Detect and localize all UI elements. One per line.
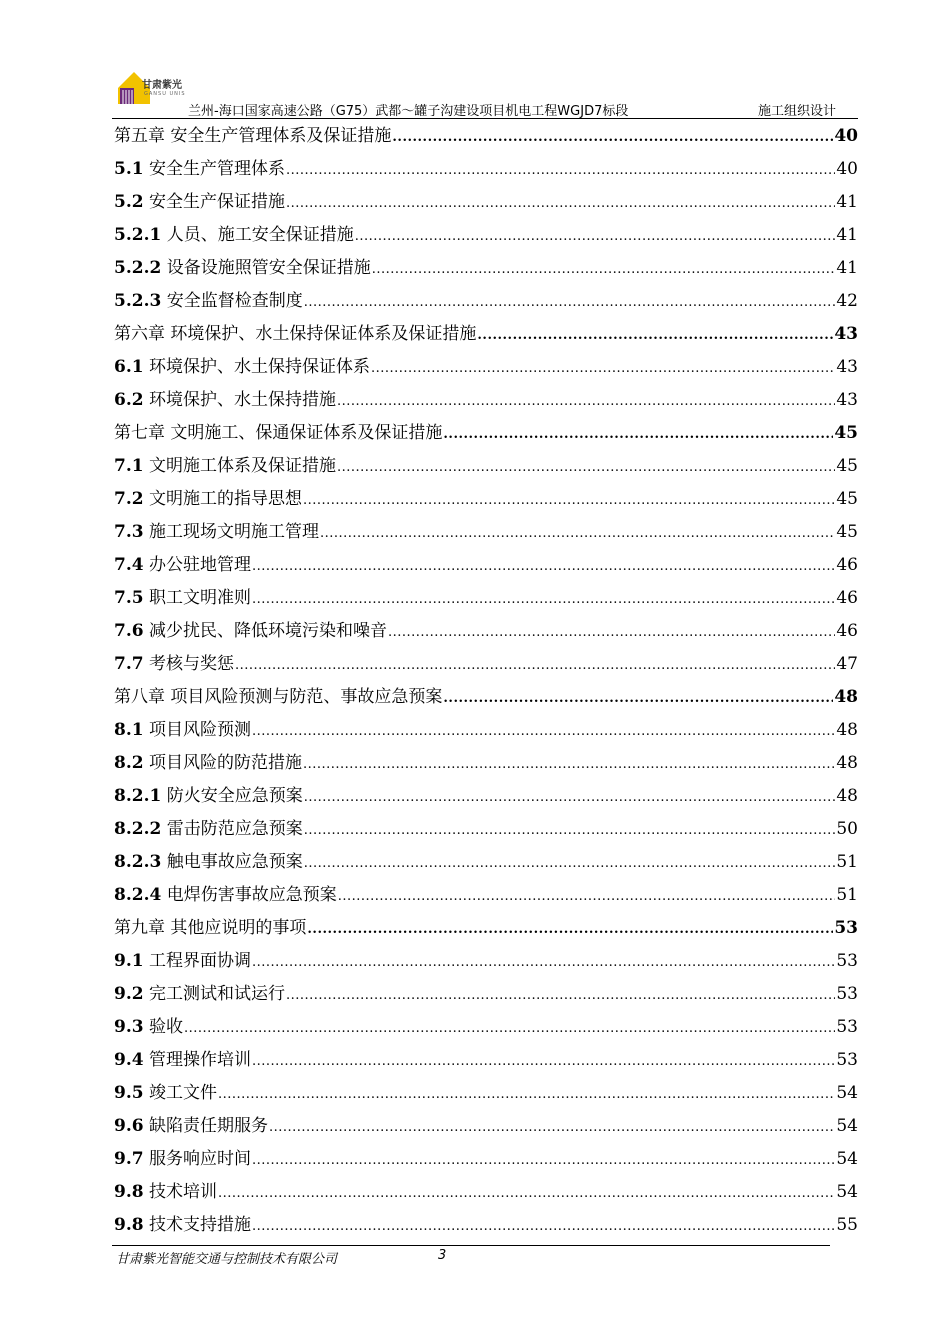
toc-entry[interactable] bbox=[114, 1209, 858, 1242]
footer-divider bbox=[112, 1245, 830, 1246]
toc-entry-text: 管理操作培训 bbox=[148, 1050, 251, 1070]
toc-dot-leader bbox=[304, 814, 836, 847]
toc-entry[interactable] bbox=[114, 978, 858, 1011]
toc-entry-number: 5.2 bbox=[114, 192, 144, 212]
toc-page-number: 48 bbox=[836, 720, 858, 740]
toc-entry-text: 办公驻地管理 bbox=[148, 555, 251, 575]
toc-entry[interactable] bbox=[114, 582, 858, 615]
toc-entry[interactable] bbox=[114, 780, 858, 813]
toc-entry-title bbox=[114, 318, 476, 351]
toc-dot-leader bbox=[338, 880, 836, 913]
toc-entry-number: 9.4 bbox=[114, 1050, 144, 1070]
toc-entry-text: 设备设施照管安全保证措施 bbox=[166, 258, 371, 278]
toc-entry-text: 减少扰民、降低环境污染和噪音 bbox=[148, 621, 387, 641]
toc-page-number: 53 bbox=[836, 951, 858, 971]
toc-entry-number: 7.6 bbox=[114, 621, 144, 641]
toc-page-number: 53 bbox=[836, 1017, 858, 1037]
toc-dot-leader bbox=[304, 847, 836, 880]
logo-subtext: GANSU UNIS bbox=[144, 91, 186, 97]
toc-entry-title bbox=[114, 549, 251, 582]
toc-entry-text: 第六章 环境保护、水土保持保证体系及保证措施 bbox=[114, 324, 477, 344]
toc-page-number: 40 bbox=[836, 159, 858, 179]
toc-entry-text: 第九章 其他应说明的事项 bbox=[114, 918, 307, 938]
toc-entry-title bbox=[114, 945, 251, 978]
toc-chapter-entry[interactable] bbox=[114, 912, 858, 945]
toc-entry-text: 安全监督检查制度 bbox=[166, 291, 303, 311]
toc-entry-title bbox=[114, 384, 336, 417]
toc-entry-text: 竣工文件 bbox=[148, 1083, 217, 1103]
toc-dot-leader bbox=[184, 1012, 835, 1045]
toc-entry-title bbox=[114, 516, 319, 549]
toc-entry-title bbox=[114, 1044, 251, 1077]
toc-entry-text: 安全生产保证措施 bbox=[148, 192, 285, 212]
toc-dot-leader bbox=[218, 1078, 835, 1111]
toc-entry[interactable] bbox=[114, 615, 858, 648]
toc-entry-text: 防火安全应急预案 bbox=[166, 786, 303, 806]
toc-entry-number: 7.3 bbox=[114, 522, 144, 542]
toc-chapter-entry[interactable] bbox=[114, 120, 858, 153]
toc-page-number: 40 bbox=[834, 126, 858, 146]
toc-entry-text: 环境保护、水土保持措施 bbox=[148, 390, 336, 410]
toc-entry-number: 6.1 bbox=[114, 357, 144, 377]
toc-entry-title bbox=[114, 747, 302, 780]
toc-entry[interactable] bbox=[114, 1110, 858, 1143]
logo-text: 甘肃紫光 bbox=[142, 80, 182, 91]
toc-entry-text: 项目风险的防范措施 bbox=[148, 753, 302, 773]
toc-dot-leader bbox=[286, 979, 835, 1012]
toc-entry[interactable] bbox=[114, 1011, 858, 1044]
toc-entry[interactable] bbox=[114, 714, 858, 747]
toc-entry-number: 9.1 bbox=[114, 951, 144, 971]
toc-dot-leader bbox=[286, 187, 835, 220]
toc-entry-title bbox=[114, 285, 303, 318]
toc-page-number: 54 bbox=[836, 1083, 858, 1103]
toc-entry-text: 第八章 项目风险预测与防范、事故应急预案 bbox=[114, 687, 443, 707]
toc-dot-leader bbox=[355, 220, 836, 253]
toc-dot-leader bbox=[443, 682, 833, 715]
toc-dot-leader bbox=[371, 352, 835, 385]
toc-entry-text: 考核与奖惩 bbox=[148, 654, 234, 674]
page-header bbox=[112, 64, 858, 120]
toc-entry-number: 5.2.1 bbox=[114, 225, 162, 245]
toc-entry-title bbox=[114, 681, 442, 714]
toc-dot-leader bbox=[218, 1177, 835, 1210]
toc-entry[interactable] bbox=[114, 549, 858, 582]
project-title: 兰州-海口国家高速公路（G75）武都～罐子沟建设项目机电工程WGJD7标段 bbox=[188, 104, 629, 119]
toc-page-number: 53 bbox=[834, 918, 858, 938]
toc-dot-leader bbox=[320, 517, 835, 550]
toc-page-number: 46 bbox=[836, 621, 858, 641]
toc-entry-number: 5.1 bbox=[114, 159, 144, 179]
toc-entry-number: 8.2.1 bbox=[114, 786, 162, 806]
toc-entry[interactable] bbox=[114, 384, 858, 417]
toc-entry-number: 7.2 bbox=[114, 489, 144, 509]
toc-entry[interactable] bbox=[114, 1143, 858, 1176]
toc-entry-text: 文明施工的指导思想 bbox=[148, 489, 302, 509]
toc-entry[interactable] bbox=[114, 153, 858, 186]
toc-entry-number: 9.7 bbox=[114, 1149, 144, 1169]
toc-entry-text: 施工现场文明施工管理 bbox=[148, 522, 319, 542]
toc-dot-leader bbox=[252, 550, 835, 583]
toc-page-number: 45 bbox=[836, 489, 858, 509]
toc-entry-text: 电焊伤害事故应急预案 bbox=[166, 885, 337, 905]
toc-entry-title bbox=[114, 780, 303, 813]
toc-page-number: 54 bbox=[836, 1116, 858, 1136]
toc-entry-text: 文明施工体系及保证措施 bbox=[148, 456, 336, 476]
toc-dot-leader bbox=[303, 484, 835, 517]
company-logo bbox=[112, 64, 192, 108]
toc-entry[interactable] bbox=[114, 516, 858, 549]
toc-page-number: 51 bbox=[836, 885, 858, 905]
toc-dot-leader bbox=[252, 1144, 835, 1177]
toc-dot-leader bbox=[252, 715, 835, 748]
toc-entry-title bbox=[114, 648, 234, 681]
toc-dot-leader bbox=[303, 748, 835, 781]
toc-entry-text: 服务响应时间 bbox=[148, 1149, 251, 1169]
toc-entry[interactable] bbox=[114, 1044, 858, 1077]
toc-entry-number: 9.8 bbox=[114, 1215, 144, 1235]
toc-page-number: 43 bbox=[834, 324, 858, 344]
toc-entry-title bbox=[114, 450, 336, 483]
toc-page-number: 42 bbox=[836, 291, 858, 311]
toc-entry-text: 完工测试和试运行 bbox=[148, 984, 285, 1004]
toc-dot-leader bbox=[388, 616, 835, 649]
toc-page-number: 46 bbox=[836, 555, 858, 575]
toc-page-number: 55 bbox=[836, 1215, 858, 1235]
header-divider bbox=[112, 118, 858, 119]
toc-page-number: 46 bbox=[836, 588, 858, 608]
toc-entry-text: 环境保护、水土保持保证体系 bbox=[148, 357, 370, 377]
toc-dot-leader bbox=[252, 1045, 835, 1078]
toc-page-number: 48 bbox=[834, 687, 858, 707]
toc-page-number: 53 bbox=[836, 984, 858, 1004]
toc-dot-leader bbox=[269, 1111, 835, 1144]
toc-entry-text: 安全生产管理体系 bbox=[148, 159, 285, 179]
toc-entry[interactable] bbox=[114, 945, 858, 978]
toc-entry-title bbox=[114, 714, 251, 747]
toc-entry[interactable] bbox=[114, 879, 858, 912]
toc-page-number: 41 bbox=[836, 192, 858, 212]
toc-entry-number: 7.4 bbox=[114, 555, 144, 575]
toc-entry-title bbox=[114, 1143, 251, 1176]
toc-dot-leader bbox=[372, 253, 836, 286]
toc-entry[interactable] bbox=[114, 285, 858, 318]
table-of-contents bbox=[114, 120, 858, 1242]
toc-dot-leader bbox=[235, 649, 835, 682]
toc-dot-leader bbox=[286, 154, 835, 187]
toc-entry-title bbox=[114, 186, 285, 219]
toc-entry[interactable] bbox=[114, 1077, 858, 1110]
toc-entry-text: 人员、施工安全保证措施 bbox=[166, 225, 354, 245]
toc-entry-number: 9.6 bbox=[114, 1116, 144, 1136]
toc-page-number: 48 bbox=[836, 753, 858, 773]
toc-entry-number: 9.2 bbox=[114, 984, 144, 1004]
toc-dot-leader bbox=[443, 418, 833, 451]
toc-dot-leader bbox=[252, 583, 835, 616]
toc-entry-number: 8.2.2 bbox=[114, 819, 162, 839]
toc-entry-title bbox=[114, 252, 371, 285]
document-type: 施工组织设计 bbox=[757, 104, 836, 119]
toc-page-number: 45 bbox=[834, 423, 858, 443]
toc-entry-number: 8.2.3 bbox=[114, 852, 162, 872]
toc-chapter-entry[interactable] bbox=[114, 417, 858, 450]
toc-entry-text: 技术培训 bbox=[148, 1182, 217, 1202]
toc-entry-number: 5.2.2 bbox=[114, 258, 162, 278]
toc-entry-number: 8.2 bbox=[114, 753, 144, 773]
toc-page-number: 53 bbox=[836, 1050, 858, 1070]
toc-page-number: 43 bbox=[836, 390, 858, 410]
toc-entry-number: 7.7 bbox=[114, 654, 144, 674]
toc-entry-text: 第七章 文明施工、保通保证体系及保证措施 bbox=[114, 423, 443, 443]
toc-entry-title bbox=[114, 153, 285, 186]
toc-entry[interactable] bbox=[114, 186, 858, 219]
toc-entry[interactable] bbox=[114, 351, 858, 384]
toc-entry-number: 6.2 bbox=[114, 390, 144, 410]
toc-entry-title bbox=[114, 1176, 217, 1209]
toc-entry-text: 验收 bbox=[148, 1017, 183, 1037]
toc-entry[interactable] bbox=[114, 1176, 858, 1209]
toc-page-number: 41 bbox=[836, 258, 858, 278]
toc-entry-text: 缺陷责任期服务 bbox=[148, 1116, 268, 1136]
toc-page-number: 51 bbox=[836, 852, 858, 872]
toc-entry-title bbox=[114, 417, 442, 450]
toc-dot-leader bbox=[252, 1210, 835, 1243]
toc-chapter-entry[interactable] bbox=[114, 318, 858, 351]
toc-entry-title bbox=[114, 483, 302, 516]
toc-page-number: 50 bbox=[836, 819, 858, 839]
toc-entry[interactable] bbox=[114, 450, 858, 483]
toc-entry-title bbox=[114, 120, 391, 153]
toc-entry-title bbox=[114, 1110, 268, 1143]
toc-page-number: 54 bbox=[836, 1149, 858, 1169]
toc-entry-title bbox=[114, 912, 306, 945]
toc-entry-title bbox=[114, 978, 285, 1011]
toc-page-number: 45 bbox=[836, 522, 858, 542]
toc-dot-leader bbox=[304, 286, 836, 319]
toc-entry-title bbox=[114, 219, 354, 252]
toc-entry-text: 技术支持措施 bbox=[148, 1215, 251, 1235]
toc-entry-text: 项目风险预测 bbox=[148, 720, 251, 740]
page-number: 3 bbox=[438, 1248, 447, 1263]
toc-dot-leader bbox=[307, 913, 833, 946]
toc-entry-text: 雷击防范应急预案 bbox=[166, 819, 303, 839]
toc-entry-title bbox=[114, 1209, 251, 1242]
toc-dot-leader bbox=[337, 385, 835, 418]
toc-entry-text: 触电事故应急预案 bbox=[166, 852, 303, 872]
toc-page-number: 43 bbox=[836, 357, 858, 377]
toc-entry-title bbox=[114, 351, 370, 384]
toc-entry[interactable] bbox=[114, 219, 858, 252]
toc-entry[interactable] bbox=[114, 747, 858, 780]
toc-entry-title bbox=[114, 1011, 183, 1044]
toc-entry[interactable] bbox=[114, 846, 858, 879]
toc-entry-number: 7.1 bbox=[114, 456, 144, 476]
toc-page-number: 41 bbox=[836, 225, 858, 245]
toc-page-number: 54 bbox=[836, 1182, 858, 1202]
toc-entry-number: 8.1 bbox=[114, 720, 144, 740]
toc-dot-leader bbox=[304, 781, 836, 814]
toc-entry-text: 工程界面协调 bbox=[148, 951, 251, 971]
toc-entry-number: 9.8 bbox=[114, 1182, 144, 1202]
toc-entry-title bbox=[114, 1077, 217, 1110]
toc-page-number: 47 bbox=[836, 654, 858, 674]
toc-entry-number: 9.5 bbox=[114, 1083, 144, 1103]
toc-entry-number: 8.2.4 bbox=[114, 885, 162, 905]
toc-entry-number: 9.3 bbox=[114, 1017, 144, 1037]
toc-dot-leader bbox=[337, 451, 835, 484]
toc-dot-leader bbox=[252, 946, 835, 979]
toc-entry-title bbox=[114, 615, 387, 648]
toc-chapter-entry[interactable] bbox=[114, 681, 858, 714]
toc-page-number: 45 bbox=[836, 456, 858, 476]
toc-entry-number: 7.5 bbox=[114, 588, 144, 608]
toc-page-number: 48 bbox=[836, 786, 858, 806]
toc-entry-number: 5.2.3 bbox=[114, 291, 162, 311]
toc-entry[interactable] bbox=[114, 813, 858, 846]
toc-entry-title bbox=[114, 879, 337, 912]
toc-dot-leader bbox=[392, 121, 833, 154]
toc-entry-title bbox=[114, 846, 303, 879]
toc-entry-title bbox=[114, 582, 251, 615]
toc-entry[interactable] bbox=[114, 252, 858, 285]
toc-entry-title bbox=[114, 813, 303, 846]
footer-company: 甘肃紫光智能交通与控制技术有限公司 bbox=[116, 1252, 338, 1267]
toc-entry-text: 职工文明准则 bbox=[148, 588, 251, 608]
toc-entry[interactable] bbox=[114, 483, 858, 516]
toc-entry-text: 第五章 安全生产管理体系及保证措施 bbox=[114, 126, 392, 146]
toc-entry[interactable] bbox=[114, 648, 858, 681]
toc-dot-leader bbox=[477, 319, 833, 352]
